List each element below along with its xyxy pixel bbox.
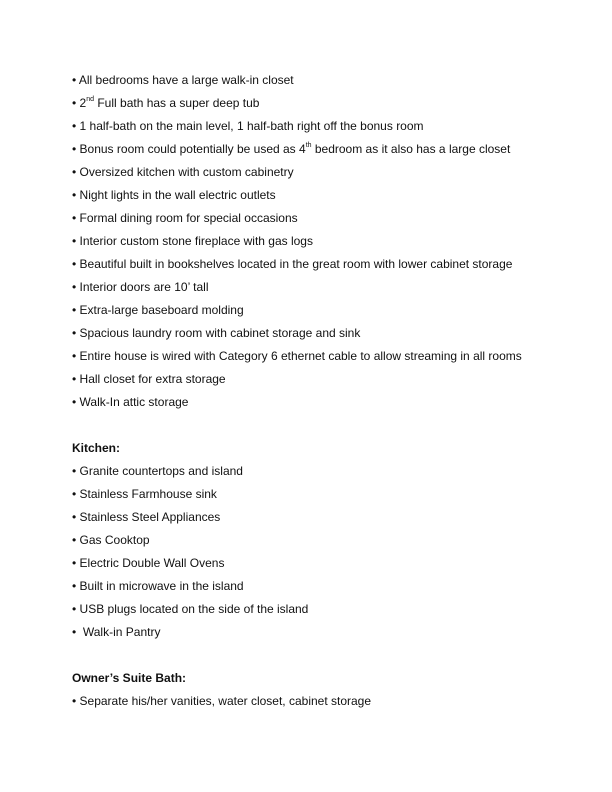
ordinal-suffix: nd (86, 96, 95, 103)
kitchen-heading: Kitchen: (72, 441, 120, 455)
list-item: • USB plugs located on the side of the island (72, 602, 309, 616)
list-item: • Hall closet for extra storage (72, 372, 226, 386)
owners-suite-bath-heading: Owner’s Suite Bath: (72, 671, 187, 685)
list-item (72, 138, 592, 161)
list-item: • Walk-in Pantry (72, 625, 161, 639)
list-item: • Formal dining room for special occasions (72, 211, 298, 225)
list-item: • Oversized kitchen with custom cabinetry (72, 165, 294, 179)
list-item: • Stainless Farmhouse sink (72, 487, 217, 501)
list-item: • Separate his/her vanities, water closet, cabinet storage (72, 694, 372, 708)
section-spacer (72, 644, 592, 667)
list-item: • Stainless Steel Appliances (72, 510, 221, 524)
list-item: • Gas Cooktop (72, 533, 150, 547)
kitchen-section (72, 437, 592, 644)
list-item: • Built in microwave in the island (72, 579, 244, 593)
ordinal-suffix: th (305, 142, 312, 149)
list-item: • Night lights in the wall electric outlets (72, 188, 276, 202)
list-item: • Beautiful built in bookshelves located in the great room with lower cabinet storage (72, 257, 513, 271)
list-item: • Extra-large baseboard molding (72, 303, 244, 317)
list-item-text: • Bonus room could potentially be used as 4 (72, 142, 306, 156)
list-item: • Entire house is wired with Category 6 ethernet cable to allow streaming in all rooms (72, 349, 522, 363)
features-list (72, 69, 592, 414)
list-item: • Interior custom stone fireplace with gas logs (72, 234, 313, 248)
list-item: • Spacious laundry room with cabinet storage and sink (72, 326, 361, 340)
owners-suite-bath-section (72, 667, 592, 713)
list-item: • Electric Double Wall Ovens (72, 556, 225, 570)
document-content (72, 69, 592, 713)
section-spacer (72, 414, 592, 437)
list-item (72, 92, 592, 115)
list-item-text: Full bath has a super deep tub (94, 96, 260, 110)
list-item: • Granite countertops and island (72, 464, 243, 478)
list-item: • Interior doors are 10’ tall (72, 280, 209, 294)
list-item-text: • 2 (72, 96, 87, 110)
list-item: • All bedrooms have a large walk-in closet (72, 73, 294, 87)
list-item: • 1 half-bath on the main level, 1 half-bath right off the bonus room (72, 119, 424, 133)
list-item-text: bedroom as it also has a large closet (311, 142, 511, 156)
list-item: • Walk-In attic storage (72, 395, 189, 409)
